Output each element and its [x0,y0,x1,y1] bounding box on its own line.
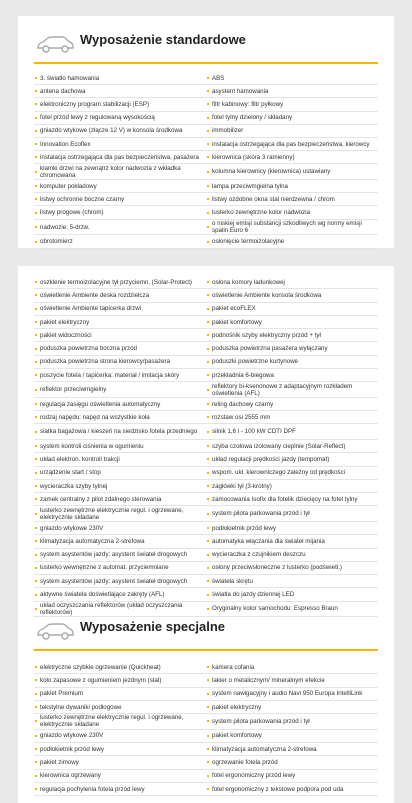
equipment-item [206,369,378,382]
equipment-item [206,276,378,289]
equipment-item [206,562,378,575]
equipment-item-label: poduszka powietrzna pasażera wyłączany [212,345,328,353]
bullet-icon [35,294,37,296]
bullet-icon [207,458,209,460]
equipment-item-label: instalacja ostrzegająca dla pas bezpieczeństwa, pasażera [40,153,199,161]
equipment-item-label: o niskiej emisji substancji szkodliwych wg normy emisji spalin Euro 6 [212,220,362,235]
equipment-item [34,701,206,714]
bullet-icon [207,90,209,92]
bullet-icon [207,171,209,173]
bullet-icon [207,143,209,145]
equipment-item-label: wycieraczka z czujnikiem deszczu [212,551,306,559]
equipment-item-label: oszklenie termoizolacyjne tył przyciemn. (Solar-Protect) [40,278,192,286]
equipment-item-label: system asystentów jazdy: asystent świateł drogowych [40,577,188,585]
equipment-item [206,493,378,506]
equipment-item-label: zamocowania Isofix dla fotelik dziecięcy na fotel tylny [212,495,358,503]
equipment-item [34,730,206,743]
equipment-item [206,98,378,111]
equipment-item [206,125,378,138]
equipment-item-label: 3. światło hamowania [40,74,100,82]
equipment-item [206,770,378,783]
equipment-item [206,575,378,588]
bullet-icon [35,498,37,500]
equipment-item-label: klimatyzacja automatyczna 2-strefowa [40,537,145,545]
equipment-item [206,688,378,701]
equipment-item-label: aktywne świateła doświetlające zakręty (AFL) [40,591,165,599]
equipment-item-label: reling dachowy czarny [212,400,274,408]
bullet-icon [207,445,209,447]
equipment-item [206,289,378,302]
bullet-icon [207,117,209,119]
bullet-icon [207,748,209,750]
bullet-icon [207,130,209,132]
equipment-item [206,674,378,687]
bullet-icon [207,403,209,405]
equipment-item [206,783,378,796]
equipment-item-label: pakiet komfortowy [212,318,262,326]
equipment-item-label: fotel ergonomiczny z tekstowe podpora pod uda [212,785,344,793]
equipment-item-label: automatyka włączania dla świateł mijania [212,537,325,545]
equipment-item [34,276,206,289]
equipment-item [206,316,378,329]
equipment-item [34,356,206,369]
equipment-item [206,382,378,398]
equipment-item-label: podłokietnik przód lewy [212,524,276,532]
bullet-icon [35,281,37,283]
bullet-icon [35,143,37,145]
equipment-item [34,85,206,98]
bullet-icon [207,334,209,336]
equipment-item-label: reflektory bi-ksenonowe z adaptacyjnym rozkładem oświetlenia (AFL) [212,382,353,397]
equipment-item-label: listwy ozdobne okna stal nierdzewna / chrom [212,195,335,203]
equipment-item-label: fotel przód lewy z regulowaną wysokością [40,114,155,122]
equipment-item-label: regulacja pochylenia fotela przód lewy [40,785,145,793]
equipment-item [206,193,378,206]
equipment-item-label: przekładnia 6-biegowa [212,371,274,379]
equipment-item-label: świateła skrętu [212,577,253,585]
equipment-item-label: asystent hamowania [212,87,269,95]
equipment-item [206,164,378,180]
equipment-item [34,743,206,756]
bullet-icon [35,445,37,447]
standard-equipment-list-top [34,72,378,249]
equipment-item-label: immobilizer [212,127,244,135]
equipment-item-label: poduszki powietrzne kurtynowe [212,358,298,366]
section-divider [34,62,378,64]
equipment-item-label: podłokietnik przód lewy [40,745,104,753]
equipment-item [34,562,206,575]
bullet-icon [35,416,37,418]
equipment-item [206,329,378,342]
bullet-icon [207,294,209,296]
equipment-item [206,453,378,466]
equipment-item-label: lusterko zewnętrzne kolor nadwozia [212,209,311,217]
equipment-item [206,730,378,743]
bullet-icon [207,472,209,474]
equipment-item [34,522,206,535]
equipment-item-label: pakiet elektryczny [40,318,90,326]
equipment-item [34,151,206,164]
bullet-icon [207,198,209,200]
special-section-title: Wyposażenie specjalne [80,619,225,634]
equipment-item [206,151,378,164]
bullet-icon [207,720,209,722]
equipment-item-label: oświetlenie Ambiente deska rozdzielcza [40,291,150,299]
equipment-item [34,180,206,193]
bullet-icon [207,348,209,350]
bullet-icon [35,212,37,214]
equipment-item [34,303,206,316]
equipment-item [34,674,206,687]
bullet-icon [35,334,37,336]
equipment-item-label: lusterko zewnętrzne elektrycznie regul. i ogrzewane, elektrycznie składane [40,506,184,521]
equipment-item [206,206,378,219]
equipment-item [206,440,378,453]
equipment-item-label: antena dachowa [40,87,86,95]
equipment-item-label: ogrzewanie fotela przód [212,758,278,766]
equipment-item [206,480,378,493]
equipment-item [206,714,378,730]
bullet-icon [207,706,209,708]
bullet-icon [35,361,37,363]
equipment-item [34,98,206,111]
equipment-item-label: siatka bagażowa / kieszeń na siedzisko fotela przedniego [40,428,198,436]
bullet-icon [35,720,37,722]
equipment-item [34,575,206,588]
equipment-item-label: gniazdo wtykowe 230V [40,524,104,532]
equipment-item [206,303,378,316]
car-icon [35,32,75,54]
bullet-icon [207,281,209,283]
equipment-item [34,714,206,730]
equipment-item [34,398,206,411]
equipment-item-label: osłonięcie termoizolacyjne [212,238,285,246]
equipment-item-label: filtr kabinowy: filtr pyłkowy [212,100,284,108]
equipment-item [206,356,378,369]
equipment-item-label: instalacja ostrzegająca dla pas bezpieczeństwa, kierowcy [212,140,370,148]
bullet-icon [207,693,209,695]
equipment-item-label: rodzaj napędu: napęd na wszystkie koła [40,413,150,421]
equipment-item-label: system kontroli ciśnienia w ogumieniu [40,442,144,450]
equipment-item [34,411,206,424]
bullet-icon [35,130,37,132]
bullet-icon [35,679,37,681]
standard-equipment-list-bottom [34,276,378,617]
equipment-item-label: rozstaw osi 2555 mm [212,413,271,421]
equipment-item [34,493,206,506]
equipment-item-label: pakiet Premium [40,690,83,698]
equipment-item [34,467,206,480]
equipment-item [206,411,378,424]
equipment-item-label: system pilota parkowania przód i tył [212,510,310,518]
bullet-icon [207,321,209,323]
equipment-item [34,453,206,466]
equipment-item-label: podnośnik szyby elektryczny przód + tył [212,331,321,339]
equipment-item [206,467,378,480]
equipment-item-label: ABS [212,74,225,82]
equipment-item-label: pakiet widoczności [40,331,92,339]
equipment-item [34,688,206,701]
equipment-item [34,661,206,674]
bullet-icon [207,389,209,391]
equipment-item [206,701,378,714]
equipment-item-label: światła do jazdy dziennej LED [212,591,295,599]
equipment-item-label: szyba czołowa izolowany cieplnie (Solar-Reflect) [212,442,346,450]
bullet-icon [35,567,37,569]
equipment-item-label: elektroniczny program stabilizacji (ESP) [40,100,150,108]
bullet-icon [35,90,37,92]
equipment-item [34,506,206,522]
equipment-item-label: listwy progowe (chrom) [40,209,104,217]
bullet-icon [207,513,209,515]
equipment-item-label: silnik 1,6 l - 100 kW CDTI DPF [212,428,296,436]
equipment-item [34,770,206,783]
bullet-icon [207,775,209,777]
equipment-item-label: system asystentów jazdy: asystent świateł drogowych [40,551,188,559]
equipment-item-label: układ elektron. kontroli trakcji [40,455,120,463]
equipment-item [34,206,206,219]
equipment-item-label: kolumna kierownicy (kierownica) ustawiany [212,168,331,176]
equipment-item [206,112,378,125]
equipment-item-label: system nawigacyjny i audio Navi 950 Europa IntelliLink [212,690,363,698]
bullet-icon [35,761,37,763]
equipment-item-label: kamera cofania [212,663,255,671]
bullet-icon [35,348,37,350]
bullet-icon [35,171,37,173]
equipment-item-label: poduszka powietrzna boczna przód [40,345,137,353]
equipment-item-label: lakier o metalicznym/ mineralnym efekcie [212,676,325,684]
equipment-item [206,549,378,562]
equipment-item [34,220,206,236]
equipment-item [206,138,378,151]
equipment-item-label: poduszka powietrzna strona kierowcy/pasażera [40,358,171,366]
bullet-icon [207,498,209,500]
bullet-icon [35,374,37,376]
equipment-item [34,382,206,398]
equipment-item [206,756,378,769]
equipment-item [206,342,378,355]
bullet-icon [207,416,209,418]
equipment-item [206,235,378,248]
equipment-item-label: klimatyzacja automatyczna 2-strefowa [212,745,317,753]
bullet-icon [35,594,37,596]
bullet-icon [207,361,209,363]
bullet-icon [207,374,209,376]
bullet-icon [207,212,209,214]
bullet-icon [207,679,209,681]
equipment-item [34,369,206,382]
bullet-icon [35,389,37,391]
equipment-item [34,440,206,453]
bullet-icon [207,103,209,105]
equipment-item [34,756,206,769]
equipment-item [34,783,206,796]
equipment-item-label: układ oczyszczania reflektorów (układ oczyszczania reflektorów) [40,601,183,616]
equipment-item-label: pakiet zimowy [40,758,79,766]
bullet-icon [35,431,37,433]
bullet-icon [207,788,209,790]
equipment-item-label: Oryginalny kolor samochodu: Espresso Braun [212,605,338,613]
equipment-item-label: Innovation Ecoflex [40,140,91,148]
equipment-item-label: osłona komory ładunkowej [212,278,285,286]
standard-special-card [18,266,394,803]
bullet-icon [207,554,209,556]
equipment-item-label: obrotomierz [40,238,73,246]
car-icon [35,619,75,641]
bullet-icon [35,693,37,695]
equipment-item [34,235,206,248]
bullet-icon [35,241,37,243]
bullet-icon [35,735,37,737]
equipment-item [34,329,206,342]
bullet-icon [207,761,209,763]
equipment-item-label: lampa przeciwmgielna tylna [212,182,289,190]
equipment-item-label: kierownica ogrzewany [40,772,101,780]
bullet-icon [207,540,209,542]
equipment-item [206,661,378,674]
equipment-item [34,138,206,151]
special-section-header [18,603,394,653]
standard-equipment-card [18,16,394,248]
special-equipment-list [34,661,378,796]
bullet-icon [207,666,209,668]
bullet-icon [35,156,37,158]
equipment-item-label: urządzenie start / stop [40,469,101,477]
equipment-item-label: gniazdo wtykowe 230V [40,732,104,740]
bullet-icon [35,185,37,187]
bullet-icon [35,788,37,790]
equipment-item-label: oświetlenie Ambiente tapicerka drzwi [40,305,142,313]
equipment-item-label: wspom. ukł. kierowniczego zależny od prędkości [212,469,346,477]
section-divider [34,649,378,651]
equipment-item [206,743,378,756]
bullet-icon [35,540,37,542]
bullet-icon [207,241,209,243]
equipment-item [34,112,206,125]
equipment-item [34,588,206,601]
equipment-item [34,164,206,180]
equipment-item-label: pakiet elektryczny [212,703,262,711]
bullet-icon [35,485,37,487]
bullet-icon [35,513,37,515]
equipment-item [34,424,206,440]
equipment-item [206,180,378,193]
equipment-item-label: lusterko zewnętrzne elektrycznie regul. i ogrzewane, elektrycznie składane [40,714,184,729]
bullet-icon [35,706,37,708]
equipment-item [34,316,206,329]
equipment-item [206,85,378,98]
bullet-icon [207,735,209,737]
bullet-icon [207,527,209,529]
bullet-icon [207,485,209,487]
bullet-icon [35,580,37,582]
bullet-icon [207,308,209,310]
equipment-item-label: gniazdo wtykowe (złącze 12 V) w konsola środkowa [40,127,183,135]
equipment-item-label: nadwozie: 5-drzw. [40,223,90,231]
bullet-icon [207,185,209,187]
equipment-item-label: pakiet ecoFLEX [212,305,256,313]
bullet-icon [207,77,209,79]
equipment-item [206,522,378,535]
equipment-item-label: koło zapasowe z ogumieniem jezdnym (stal) [40,676,162,684]
equipment-item [34,72,206,85]
equipment-item-label: zamek centralny z pilot zdalnego sterowania [40,495,162,503]
equipment-item [206,220,378,236]
equipment-item [34,193,206,206]
bullet-icon [207,594,209,596]
bullet-icon [35,748,37,750]
equipment-item [34,480,206,493]
bullet-icon [35,77,37,79]
equipment-item [34,125,206,138]
bullet-icon [207,226,209,228]
bullet-icon [207,431,209,433]
equipment-item-label: wycieraczka szyby tylnej [40,482,108,490]
equipment-item-label: oświetlenie Ambiente konsola środkowa [212,291,322,299]
bullet-icon [207,156,209,158]
equipment-item [34,342,206,355]
equipment-item-label: układ regulacji prędkości jazdy (tempomat) [212,455,330,463]
equipment-item [34,535,206,548]
equipment-item [206,535,378,548]
equipment-item-label: klamki drzwi na zewnątrz kolor nadwozia z wkładka chromowana [40,164,181,179]
equipment-item-label: listwy ochronne boczne czarny [40,195,125,203]
bullet-icon [35,226,37,228]
equipment-item [206,398,378,411]
bullet-icon [35,775,37,777]
bullet-icon [35,666,37,668]
bullet-icon [35,554,37,556]
equipment-item-label: regulacja zasięgu oświetlenia automatyczny [40,400,161,408]
equipment-item-label: kierownica (skóra 3 ramienny) [212,153,295,161]
bullet-icon [35,458,37,460]
equipment-item-label: pakiet komfortowy [212,732,262,740]
bullet-icon [35,308,37,310]
equipment-item-label: elektryczne szybkie ogrzewanie (Quickheat) [40,663,161,671]
bullet-icon [35,321,37,323]
equipment-item [206,506,378,522]
equipment-item-label: tekstylne dywaniki podłogowe [40,703,122,711]
bullet-icon [35,117,37,119]
equipment-item [206,588,378,601]
standard-section-header [18,16,394,66]
bullet-icon [35,403,37,405]
equipment-item-label: zagłówki tył (3-krotny) [212,482,272,490]
bullet-icon [207,580,209,582]
equipment-item [206,424,378,440]
equipment-item-label: fotel ergonomiczny przód lewy [212,772,296,780]
equipment-item-label: system pilota parkowania przód i tył [212,717,310,725]
bullet-icon [35,103,37,105]
bullet-icon [35,198,37,200]
equipment-item [34,549,206,562]
equipment-item-label: poszycie fotela / tapicerka: materiał / imitacja skóry [40,371,180,379]
bullet-icon [35,527,37,529]
equipment-item-label: komputer pokładowy [40,182,97,190]
standard-section-title: Wyposażenie standardowe [80,32,246,47]
equipment-item [34,289,206,302]
equipment-item-label: osłony przeciwsłoneczne z lusterko (podświetl.) [212,564,342,572]
bullet-icon [35,472,37,474]
equipment-item-label: fotel tylny dzielony / składany [212,114,293,122]
equipment-item-label: lusterko wewnętrzne z automat. przyciemniane [40,564,169,572]
bullet-icon [207,567,209,569]
equipment-item-label: reflektor przeciwmgielny [40,386,107,394]
equipment-item [206,72,378,85]
